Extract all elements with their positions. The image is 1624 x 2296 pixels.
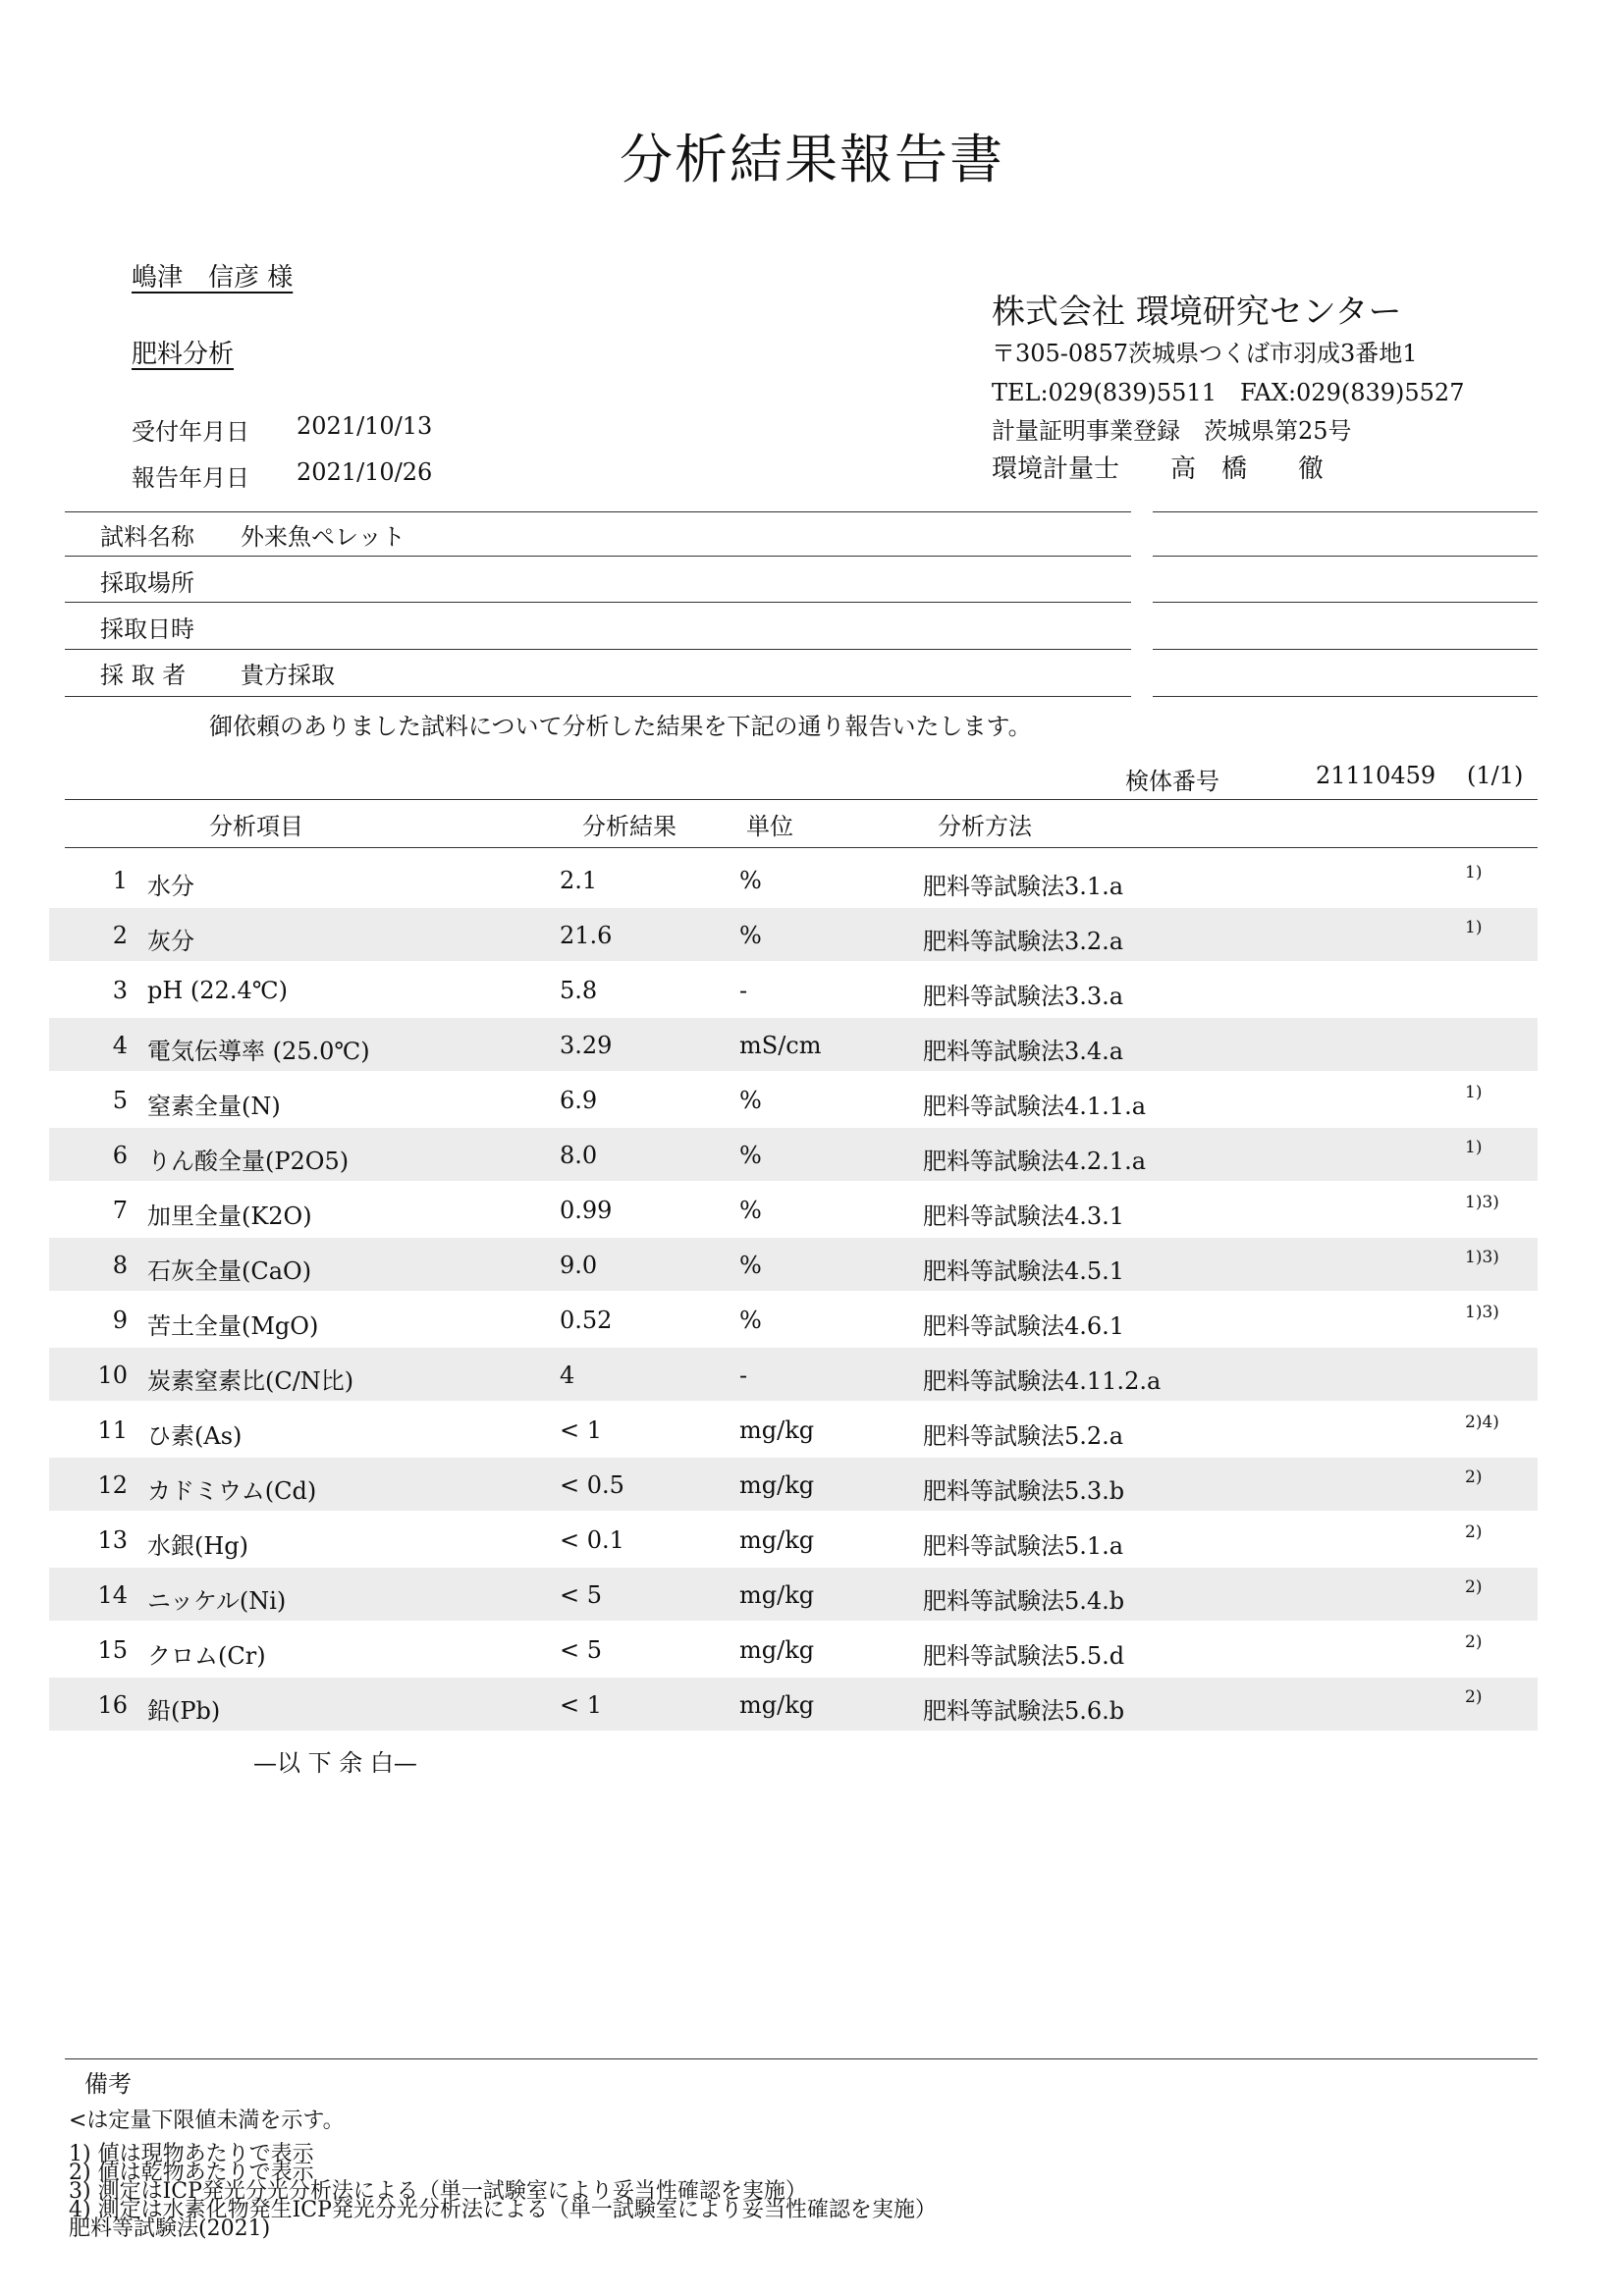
table-row: 9 苦土全量(MgO) 0.52 % 肥料等試験法4.6.1 1)3) — [112, 1303, 1499, 1340]
header-result: 分析結果 — [582, 813, 677, 840]
received-date-label: 受付年月日 — [132, 418, 249, 446]
company-name: 株式会社 環境研究センター — [992, 293, 1402, 332]
sampler-value: 貴方採取 — [241, 662, 335, 689]
remark-note: 肥料等試験法(2021) — [69, 2216, 271, 2241]
remarks-notes — [69, 2142, 937, 2241]
table-row: 8 石灰全量(CaO) 9.0 % 肥料等試験法4.5.1 1)3) — [49, 1238, 1538, 1291]
specimen-label: 検体番号 — [1125, 768, 1219, 795]
table-row: 1 水分 2.1 % 肥料等試験法3.1.a 1) — [112, 863, 1483, 900]
remark-note: 3) 測定はICP発光分光分析法による（単一試験室により妥当性確認を実施） — [69, 2179, 807, 2204]
table-row: 13 水銀(Hg) < 0.1 mg/kg 肥料等試験法5.1.a 2) — [97, 1522, 1483, 1560]
company-registration: 計量証明事業登録 茨城県第25号 — [992, 417, 1352, 445]
received-date-value: 2021/10/13 — [297, 412, 433, 440]
analysis-type: 肥料分析 — [132, 340, 235, 369]
header-item: 分析項目 — [209, 813, 303, 840]
report-title: 分析結果報告書 — [620, 129, 1004, 190]
header-method: 分析方法 — [938, 813, 1032, 840]
remark-note: 1) 値は現物あたりで表示 — [69, 2142, 314, 2166]
specimen-number: 21110459 — [1316, 762, 1436, 789]
remark-note: 4) 測定は水素化物発生ICP発光分光分析法による（単一試験室により妥当性確認を実施） — [69, 2198, 937, 2222]
intro-text: 御依頼のありました試料について分析した結果を下記の通り報告いたします。 — [209, 713, 1032, 740]
sample-name-value: 外来魚ペレット — [241, 523, 406, 551]
client-name: 嶋津 信彦 様 — [132, 263, 294, 293]
table-row: 4 電気伝導率 (25.0℃) 3.29 mS/cm 肥料等試験法3.4.a — [49, 1018, 1538, 1071]
table-row: 16 鉛(Pb) < 1 mg/kg 肥料等試験法5.6.b 2) — [49, 1678, 1538, 1731]
table-row: 5 窒素全量(N) 6.9 % 肥料等試験法4.1.1.a 1) — [112, 1083, 1483, 1120]
table-row: 2 灰分 21.6 % 肥料等試験法3.2.a 1) — [49, 908, 1538, 961]
remarks-lead: <は定量下限値未満を示す。 — [69, 2109, 345, 2133]
remark-note: 2) 値は乾物あたりで表示 — [69, 2161, 314, 2185]
sample-location-label: 採取場所 — [100, 569, 194, 597]
table-row: 10 炭素窒素比(C/N比) 4 - 肥料等試験法4.11.2.a — [49, 1348, 1538, 1401]
table-row: 3 pH (22.4℃) 5.8 - 肥料等試験法3.3.a — [112, 977, 1124, 1010]
sample-datetime-label: 採取日時 — [100, 615, 194, 643]
report-date-label: 報告年月日 — [132, 464, 249, 492]
table-row: 15 クロム(Cr) < 5 mg/kg 肥料等試験法5.5.d 2) — [97, 1632, 1483, 1670]
sample-name-label: 試料名称 — [100, 523, 194, 551]
end-mark: —以 下 余 白— — [253, 1749, 417, 1777]
header-unit: 単位 — [746, 813, 793, 840]
sampler-label: 採 取 者 — [100, 662, 187, 689]
specimen-page: (1/1) — [1467, 762, 1524, 789]
company-address: 〒305-0857茨城県つくば市羽成3番地1 — [992, 340, 1418, 367]
company-phone-fax: TEL:029(839)5511 FAX:029(839)5527 — [992, 379, 1465, 406]
company-certifier: 環境計量士 高 橋 徹 — [992, 454, 1325, 484]
report-date-value: 2021/10/26 — [297, 458, 433, 486]
table-row: 7 加里全量(K2O) 0.99 % 肥料等試験法4.3.1 1)3) — [112, 1193, 1499, 1230]
table-row: 12 カドミウム(Cd) < 0.5 mg/kg 肥料等試験法5.3.b 2) — [49, 1458, 1538, 1511]
table-row: 6 りん酸全量(P2O5) 8.0 % 肥料等試験法4.2.1.a 1) — [49, 1128, 1538, 1181]
table-row: 11 ひ素(As) < 1 mg/kg 肥料等試験法5.2.a 2)4) — [97, 1413, 1499, 1450]
remarks-heading: 備考 — [84, 2070, 132, 2098]
table-row: 14 ニッケル(Ni) < 5 mg/kg 肥料等試験法5.4.b 2) — [49, 1568, 1538, 1621]
